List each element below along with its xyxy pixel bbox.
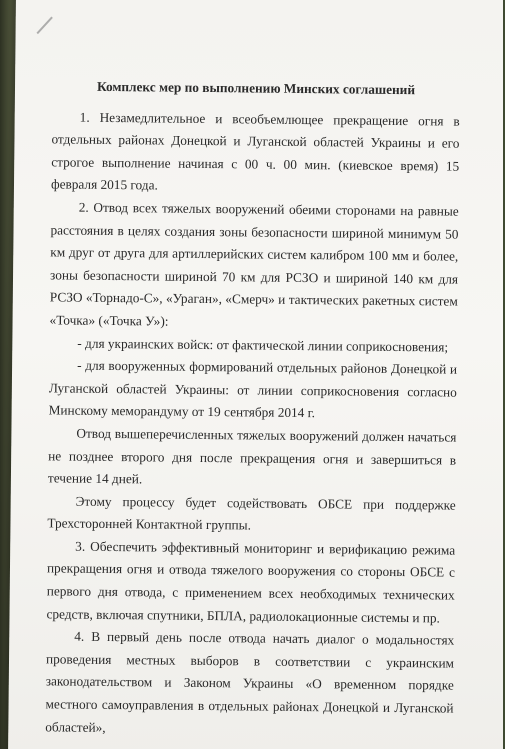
document-title: Комплекс мер по выполнению Минских соглашений	[96, 78, 416, 98]
paragraph-2: 2. Отвод всех тяжелых вооружений обеими сторонами на равные расстояния в целях создания зоны безопасности шириной минимум 50 км друг от друга для артиллерийских систем калибром 100 мм и более, зоны безопасности шириной 70 км для РСЗО и шириной 140 км для РСЗО «Торнадо-С», «Ураган», «Смерч» и тактических ракетных систем «Точка» («Точка У»):	[49, 199, 459, 329]
paper-sheet	[8, 0, 505, 749]
paragraph-2-timing: Отвод вышеперечисленных тяжелых вооружений должен начаться не позднее второго дня после прекращения огня и завершиться в течение 14 дней.	[47, 425, 457, 487]
paragraph-4: 4. В первый день после отвода начать диалог о модальностях проведения местных выборов в соответствии с украинским законодательством и Законом Украины «О временном порядке местного самоуправления в отдельных районах Донецкой и Луганской областей»,	[45, 628, 455, 735]
paragraph-2-item-ukraine: - для украинских войск: от фактической линии соприкосновения;	[77, 335, 449, 355]
paragraph-1: 1. Незамедлительное и всеобъемлющее прекращение огня в отдельных районах Донецкой и Луганской областей Украины и его строгое выполнение начиная с 00 ч. 00 мин. (киевское время) 15 февраля 2015 года.	[50, 109, 460, 193]
paragraph-2-osce: Этому процессу будет содействовать ОБСЕ при поддержке Трехсторонней Контактной группы.	[47, 493, 456, 533]
document-text	[45, 75, 460, 742]
pencil-mark	[36, 17, 52, 35]
paragraph-3: 3. Обеспечить эффективный мониторинг и верификацию режима прекращения огня и отвода тяжелого вооружения со стороны ОБСЕ с первого дня отвода, с применением всех необходимых технических средств, включая спутники, БПЛА, радиолокационные системы и пр.	[46, 538, 456, 626]
paragraph-2-item-regions: - для вооруженных формирований отдельных районов Донецкой и Луганской областей Украины: от линии соприкосновения согласно Минскому меморандуму от 19 сентября 2014 г.	[48, 357, 458, 421]
